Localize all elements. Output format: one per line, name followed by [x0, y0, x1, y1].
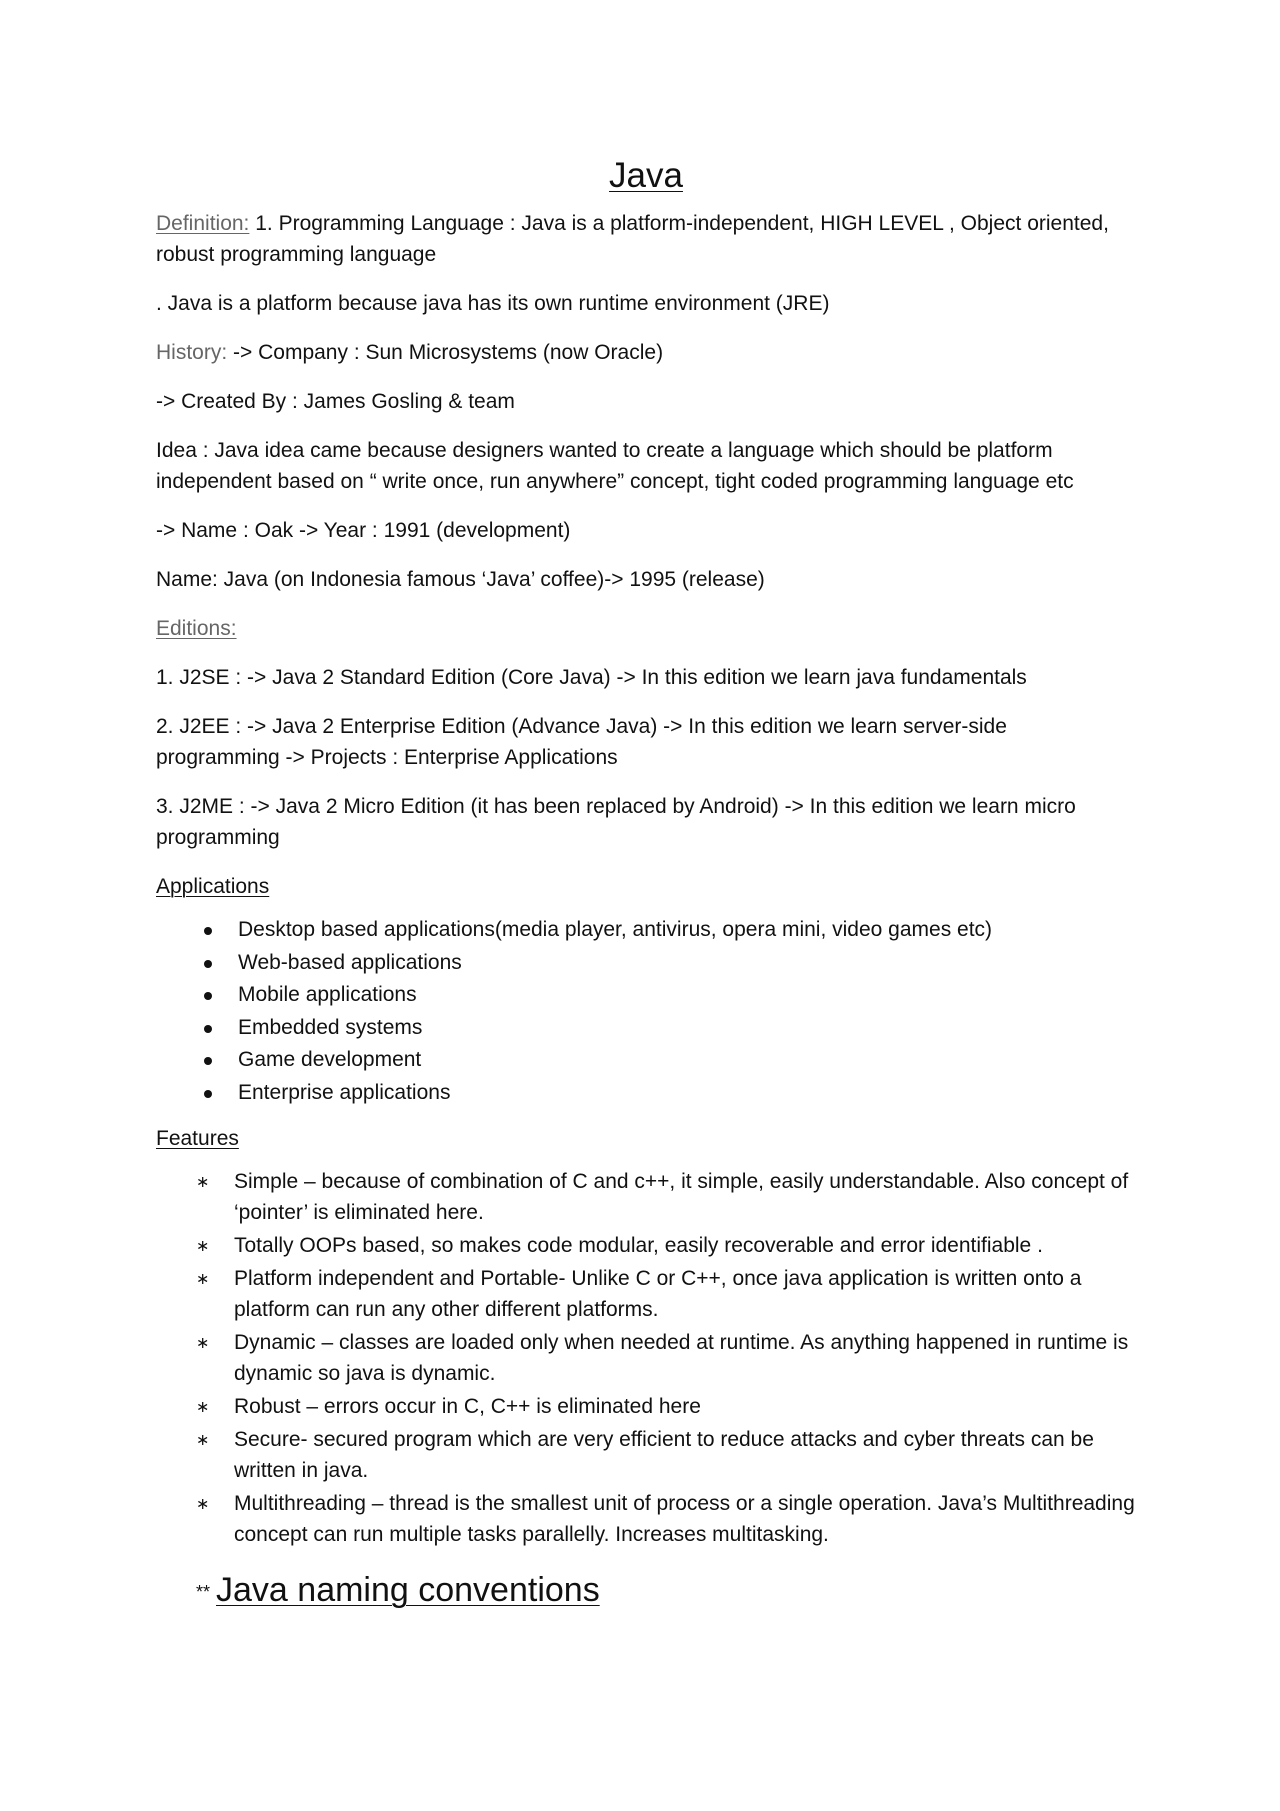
list-item [196, 1230, 1136, 1261]
editions-label: Editions: [156, 617, 237, 640]
list-item: Embedded systems [204, 1012, 1136, 1045]
list-item: Enterprise applications [204, 1077, 1136, 1110]
list-item [196, 1424, 1136, 1486]
asterisk-icon: ∗ [196, 1333, 210, 1352]
history-paragraph [156, 337, 1136, 368]
document-page [156, 156, 1136, 1614]
applications-list [156, 914, 1136, 1109]
features-list [156, 1166, 1136, 1550]
naming-conventions-title: Java naming conventions [216, 1571, 600, 1609]
feature-text: Dynamic – classes are loaded only when needed at runtime. As anything happened in runtime is dynamic so java is dynamic. [234, 1331, 1129, 1385]
feature-text: Totally OOPs based, so makes code modular, easily recoverable and error identifiable . [234, 1234, 1043, 1257]
definition-text: 1. Programming Language : Java is a platform-independent, HIGH LEVEL , Object oriented, robust programming language [156, 212, 1109, 266]
feature-text: Multithreading – thread is the smallest unit of process or a single operation. Java’s Multithreading concept can run multiple tasks parallelly. Increases multitasking. [234, 1492, 1135, 1546]
applications-label: Applications [156, 875, 270, 898]
list-item [196, 1391, 1136, 1422]
asterisk-icon: ∗ [196, 1494, 210, 1513]
history-name-oak: -> Name : Oak -> Year : 1991 (development) [156, 519, 571, 542]
asterisk-icon: ∗ [196, 1172, 210, 1191]
list-item [196, 1488, 1136, 1550]
feature-text: Simple – because of combination of C and c++, it simple, easily understandable. Also concept of ‘pointer’ is eliminated here. [234, 1170, 1129, 1224]
history-company: -> Company : Sun Microsystems (now Oracle) [227, 341, 664, 364]
list-item: Game development [204, 1044, 1136, 1077]
definition-paragraph [156, 208, 1136, 270]
list-item: Desktop based applications(media player, antivirus, opera mini, video games etc) [204, 914, 1136, 947]
asterisk-icon: ∗ [196, 1236, 210, 1255]
edition-item: 3. J2ME : -> Java 2 Micro Edition (it has been replaced by Android) -> In this edition we learn micro programming [156, 795, 1076, 849]
history-name-java: Name: Java (on Indonesia famous ‘Java’ coffee)-> 1995 (release) [156, 568, 765, 591]
asterisk-icon: ∗ [196, 1430, 210, 1449]
applications-heading [156, 871, 1136, 902]
double-asterisk-marks: ** [196, 1582, 211, 1603]
history-label: History: [156, 341, 228, 364]
list-item [196, 1166, 1136, 1228]
asterisk-icon: ∗ [196, 1269, 210, 1288]
features-label: Features [156, 1127, 239, 1150]
feature-text: Platform independent and Portable- Unlike C or C++, once java application is written onto a platform can run any other different platforms. [234, 1267, 1082, 1321]
history-created-by: -> Created By : James Gosling & team [156, 390, 515, 413]
editions-heading [156, 613, 1136, 644]
definition-label: Definition: [156, 212, 250, 235]
asterisk-icon: ∗ [196, 1397, 210, 1416]
list-item [196, 1263, 1136, 1325]
feature-text: Secure- secured program which are very efficient to reduce attacks and cyber threats can be written in java. [234, 1428, 1094, 1482]
page-title: Java [609, 156, 683, 195]
history-idea: Idea : Java idea came because designers wanted to create a language which should be platform independent based on “ write once, run anywhere” concept, tight coded programming language etc [156, 439, 1074, 493]
list-item: Web-based applications [204, 947, 1136, 980]
list-item [196, 1327, 1136, 1389]
platform-line: . Java is a platform because java has its own runtime environment (JRE) [156, 292, 830, 315]
features-heading [156, 1123, 1136, 1154]
edition-item: 1. J2SE : -> Java 2 Standard Edition (Core Java) -> In this edition we learn java fundamentals [156, 666, 1027, 689]
edition-item: 2. J2EE : -> Java 2 Enterprise Edition (Advance Java) -> In this edition we learn server-side programming -> Projects : Enterprise Applications [156, 715, 1007, 769]
naming-conventions-heading [196, 1568, 1136, 1614]
list-item: Mobile applications [204, 979, 1136, 1012]
feature-text: Robust – errors occur in C, C++ is eliminated here [234, 1395, 701, 1418]
